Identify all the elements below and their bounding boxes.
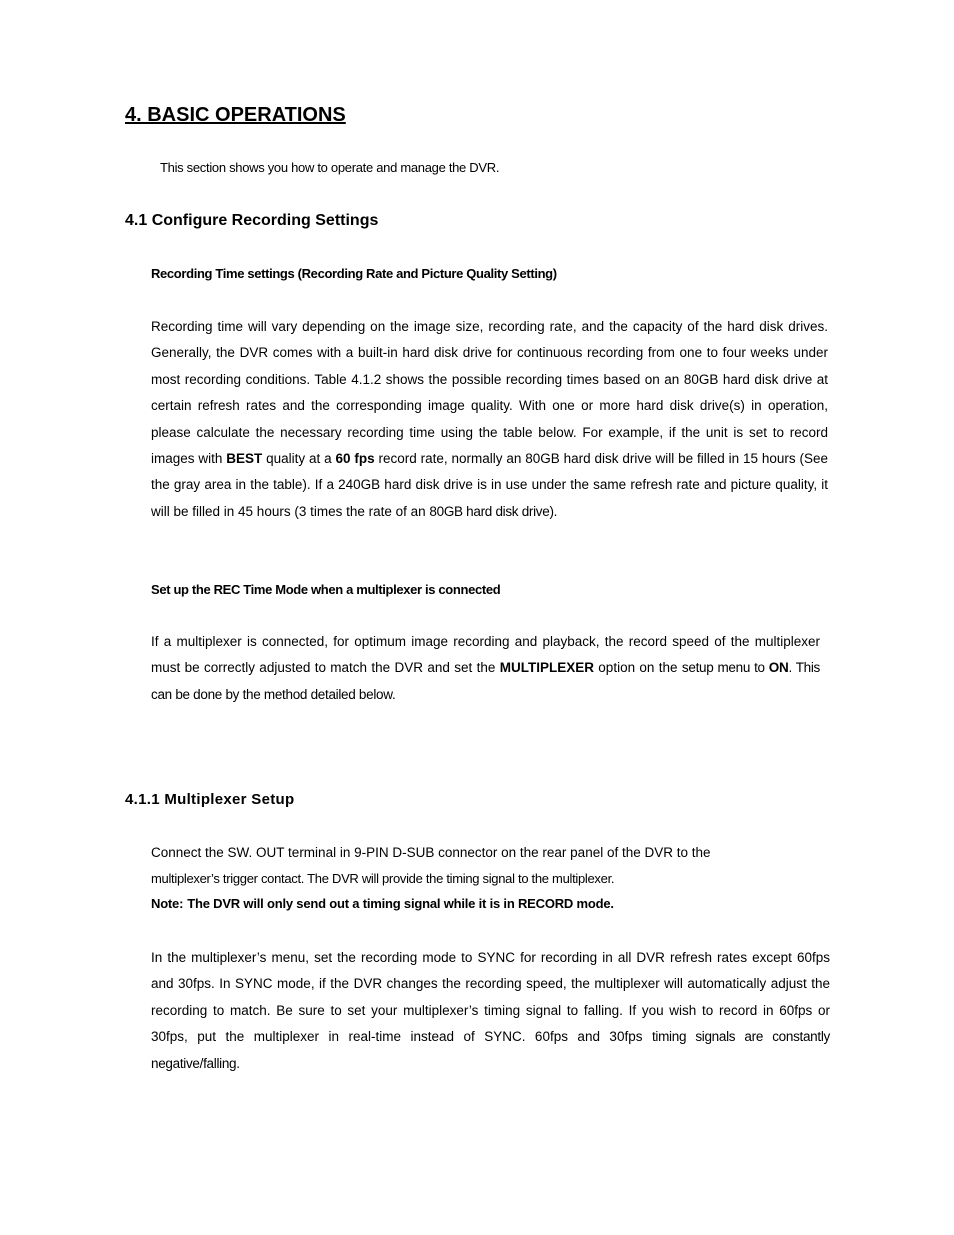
sync-mode-text: In the multiplexer’s menu, set the recording mode to SYNC for recording in all DVR refresh rates except 60fps and 30fps. In SYNC mode, if the DVR changes the recording speed, the multiplexer will automatically adjust the recording to match. Be sure to set your multiplexer’s timing signal to falling. If you wish to record in 60fps or 30fps, put the multiplexer in real-time instead of SYNC. 60fps and 30fps [151,950,830,1045]
multiplexer-option-name: MULTIPLEXER [499,660,594,676]
sync-mode-text-tail: timing signals are constantly negative/falling. [151,1029,830,1071]
chapter-intro: This section shows you how to operate and manage the DVR. [160,160,500,175]
chapter-title: 4. BASIC OPERATIONS [125,104,346,126]
connect-paragraph [151,840,828,893]
connect-text-line-2: multiplexer’s trigger contact. The DVR will provide the timing signal to the multiplexer. [151,871,615,887]
section-title-4-1-1: 4.1.1 Multiplexer Setup [125,791,295,808]
rate-value: 60 fps [335,451,375,467]
sync-mode-paragraph [151,945,830,1077]
rec-time-mode-text-2: option on the [593,660,682,676]
quality-value: BEST [226,451,263,467]
rec-time-mode-paragraph [151,629,820,708]
connect-text-line-1: Connect the SW. OUT terminal in 9-PIN D-SUB connector on the rear panel of the DVR to the [151,845,711,860]
recording-time-paragraph [151,314,828,525]
recording-time-text-1: Recording time will vary depending on the image size, recording rate, and the capacity of the hard disk drives. Generally, the DVR comes with a built-in hard disk drive for continuous recording from one to four weeks under most recording conditions. Table 4.1.2 shows the possible recording times based on an 80GB hard disk drive at certain refresh rates and the corresponding image quality. With one or more hard disk drive(s) in operation, please calculate the necessary recording time using the table below. For example, if the unit is set to record images with [151,319,828,467]
rec-time-mode-text-tail-2: . This can be done by the method detailed below. [151,660,821,702]
note-line [151,896,614,911]
recording-time-text-2: quality at a [262,451,336,467]
recording-time-text-3: record rate, normally an 80GB hard disk drive will be filled in 15 hours (See the gray area in the table). If a 240GB hard disk drive is in use under the same refresh rate and picture quality, it will be filled in 45 hours (3 times the rate of an [151,451,828,519]
recording-time-text-tail: 80GB hard disk drive). [429,503,558,519]
multiplexer-option-value: ON [768,660,789,676]
section-title-4-1: 4.1 Configure Recording Settings [125,212,379,229]
recording-time-heading: Recording Time settings (Recording Rate and Picture Quality Setting) [151,266,557,281]
note-label: Note: [151,896,184,911]
rec-time-mode-text-tail-1: setup menu to [681,660,769,676]
rec-time-mode-text-1: If a multiplexer is connected, for optimum image recording and playback, the record speed of the multiplexer must be correctly adjusted to match the DVR and set the [151,634,820,676]
note-text: The DVR will only send out a timing signal while it is in RECORD mode. [187,896,614,911]
rec-time-mode-heading: Set up the REC Time Mode when a multiplexer is connected [151,582,501,597]
